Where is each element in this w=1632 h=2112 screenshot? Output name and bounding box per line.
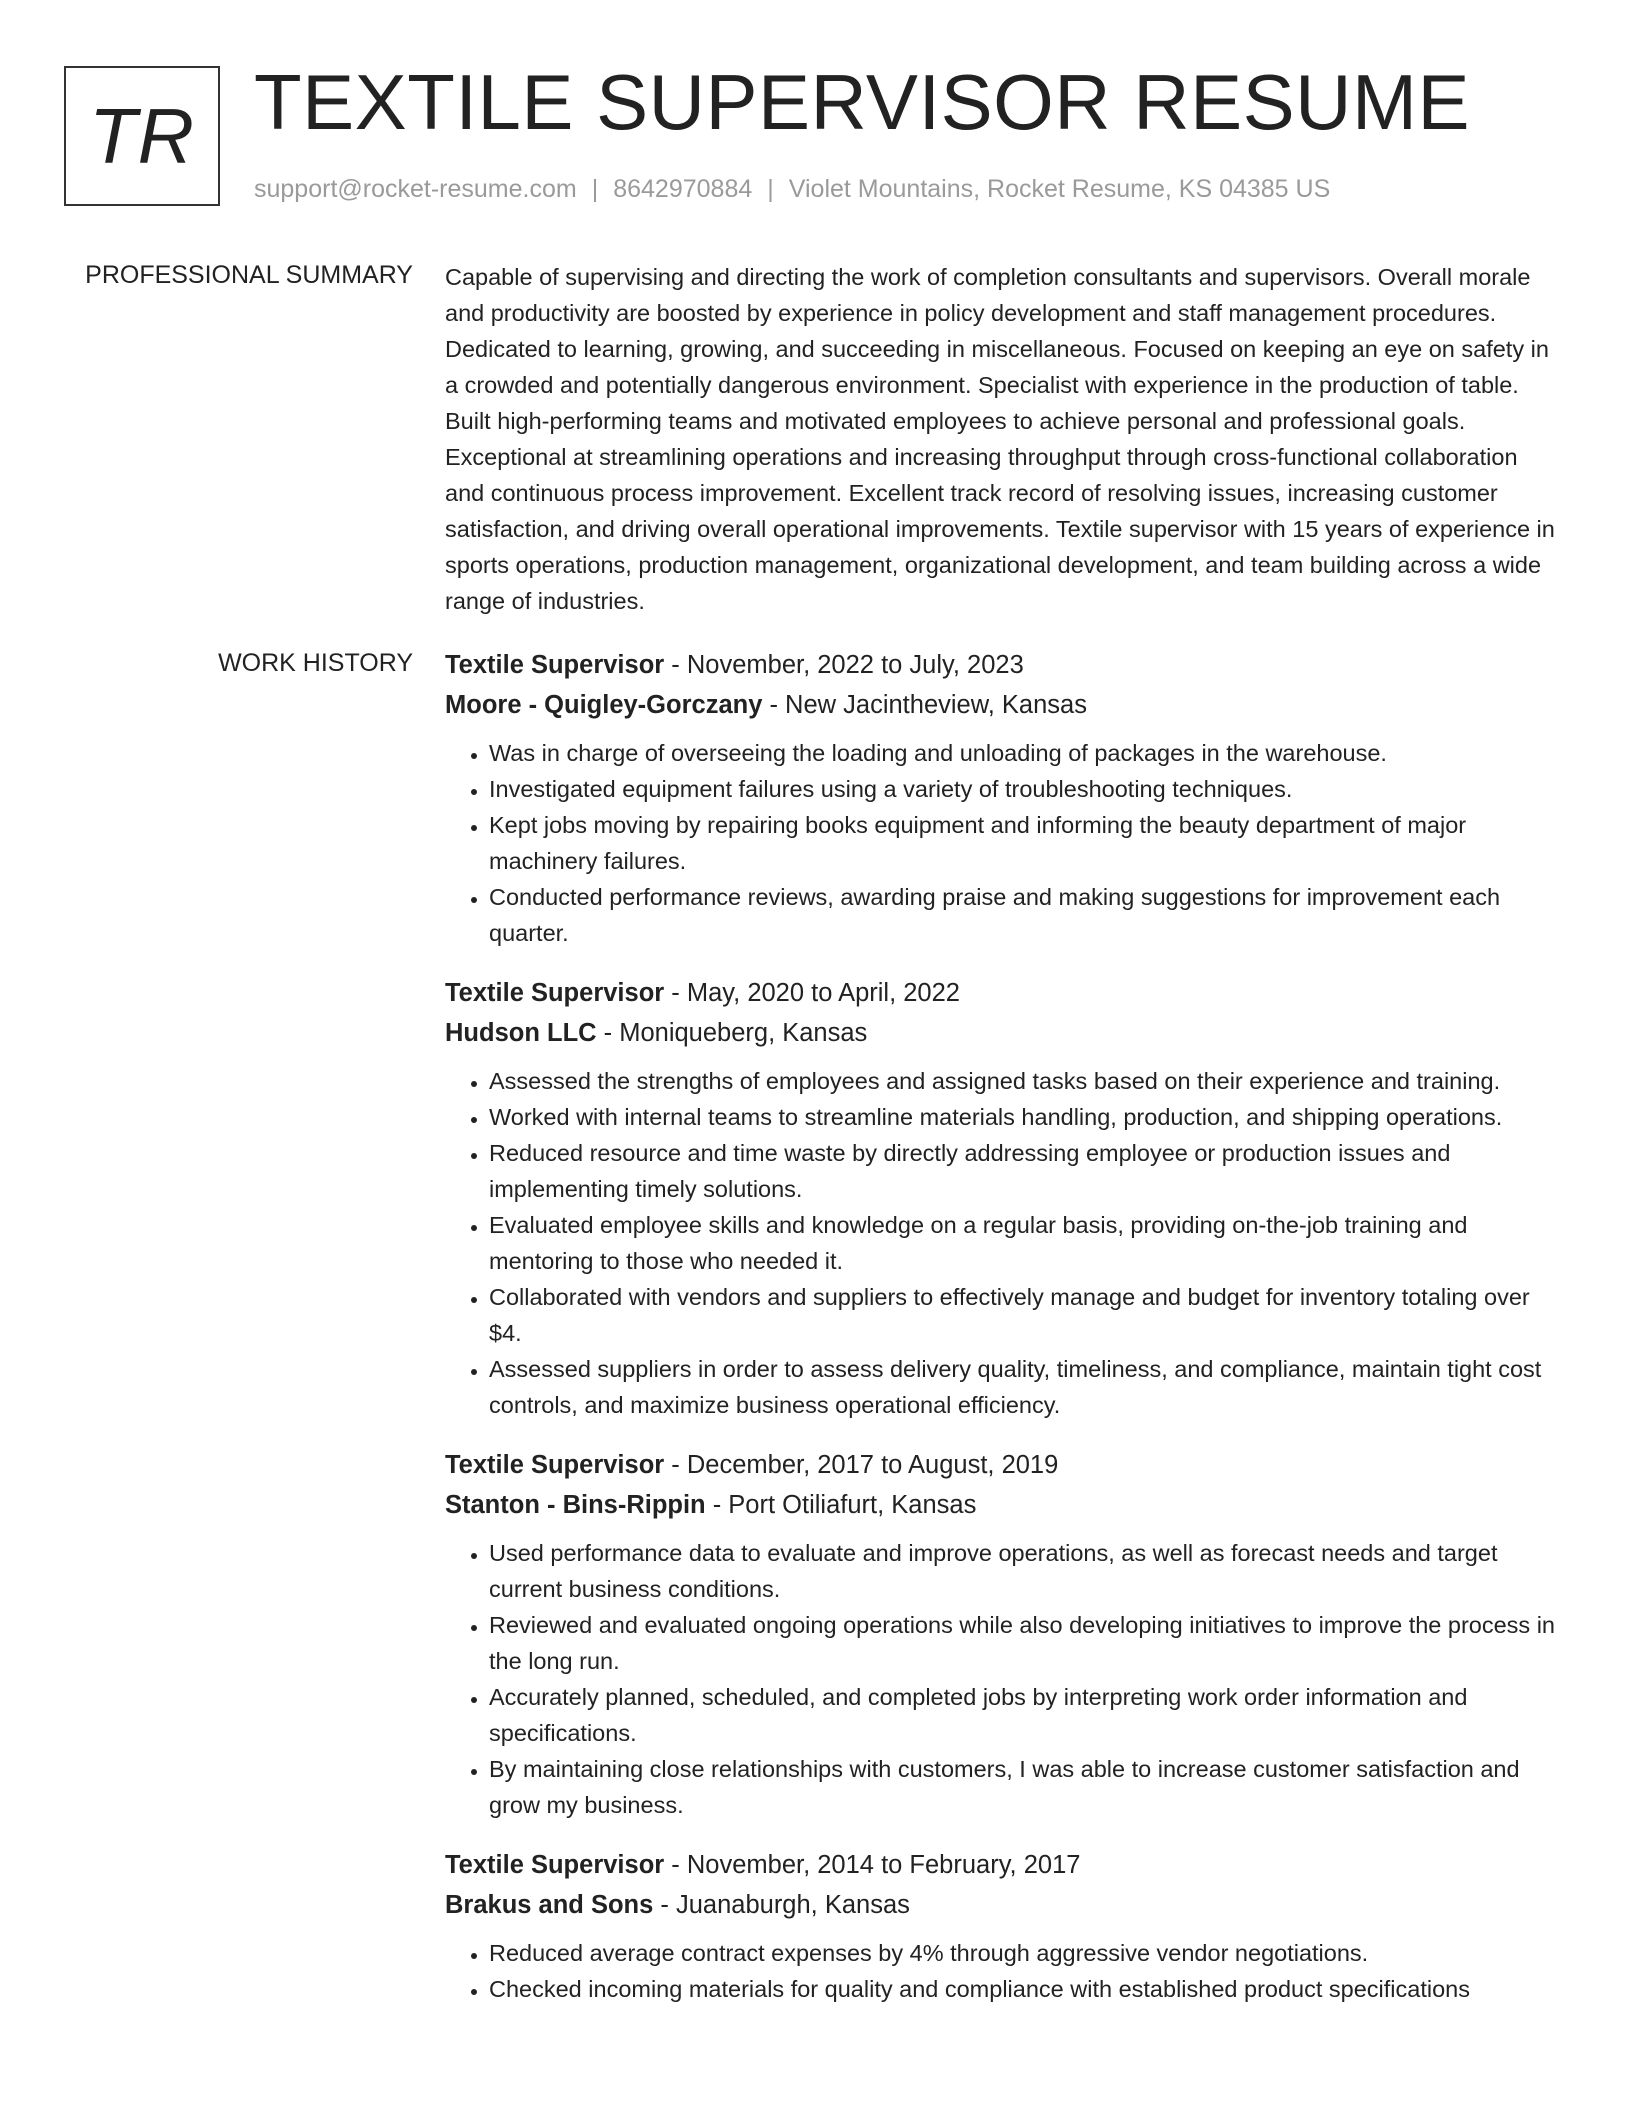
monogram-box xyxy=(64,66,220,206)
contact-separator: | xyxy=(767,175,774,203)
company-name: Moore - Quigley-Gorczany xyxy=(445,691,763,719)
company-location: - Moniqueberg, Kansas xyxy=(596,1019,868,1047)
job-company-line xyxy=(445,1885,1563,1925)
bullet-item: • Reviewed and evaluated ongoing operations while also developing initiatives to improve the process in the long run. xyxy=(489,1607,1563,1679)
job-dates: - May, 2020 to April, 2022 xyxy=(664,979,960,1007)
job-title: Textile Supervisor xyxy=(445,1851,665,1879)
company-location: - Port Otiliafurt, Kansas xyxy=(705,1491,977,1519)
bullet-item: • Evaluated employee skills and knowledge on a regular basis, providing on-the-job training and mentoring to those who needed it. xyxy=(489,1207,1563,1279)
job-dates: - November, 2014 to February, 2017 xyxy=(664,1851,1081,1879)
job-title: Textile Supervisor xyxy=(445,651,665,679)
job-company-line xyxy=(445,1013,1563,1053)
company-name: Hudson LLC xyxy=(445,1019,597,1047)
job-bullets xyxy=(445,1063,1563,1423)
job-bullets xyxy=(445,1935,1563,2007)
monogram-initials: TR xyxy=(89,91,195,180)
bullet-item: • Worked with internal teams to streamline materials handling, production, and shipping operations. xyxy=(489,1099,1563,1135)
contact-email: support@rocket-resume.com xyxy=(254,175,577,203)
job-entry xyxy=(445,645,1563,951)
bullet-item: • Accurately planned, scheduled, and completed jobs by interpreting work order information and specifications. xyxy=(489,1679,1563,1751)
summary-heading: PROFESSIONAL SUMMARY xyxy=(85,261,413,289)
job-entry xyxy=(445,1445,1563,1823)
job-dates: - December, 2017 to August, 2019 xyxy=(664,1451,1059,1479)
job-company-line xyxy=(445,685,1563,725)
bullet-item: • By maintaining close relationships with customers, I was able to increase customer satisfaction and grow my business. xyxy=(489,1751,1563,1823)
job-entry xyxy=(445,1845,1563,2007)
contact-separator: | xyxy=(591,175,599,203)
bullet-item: • Reduced average contract expenses by 4% through aggressive vendor negotiations. xyxy=(489,1935,1563,1971)
company-name: Brakus and Sons xyxy=(445,1891,654,1919)
company-name: Stanton - Bins-Rippin xyxy=(445,1491,706,1519)
bullet-item: • Reduced resource and time waste by directly addressing employee or production issues and implementing timely solutions. xyxy=(489,1135,1563,1207)
bullet-item: • Kept jobs moving by repairing books equipment and informing the beauty department of major machinery failures. xyxy=(489,807,1563,879)
job-title-line xyxy=(445,645,1563,685)
summary-text: Capable of supervising and directing the work of completion consultants and supervisors. Overall morale and productivity are boosted by experience in policy development and staff management procedures. Dedicated to learning, growing, and succeeding in miscellaneous. Focused on keeping an eye on safety in a crowded and potentially dangerous environment. Specialist with experience in the production of table. Built high-performing teams and motivated employees to achieve personal and professional goals. Exceptional at streamlining operations and increasing throughput through cross-functional collaboration and continuous process improvement. Excellent track record of resolving issues, increasing customer satisfaction, and driving overall operational improvements. Textile supervisor with 15 years of experience in sports operations, production management, organizational development, and team building across a wide range of industries. xyxy=(445,264,1555,614)
job-title: Textile Supervisor xyxy=(445,979,665,1007)
job-title-line xyxy=(445,1445,1563,1485)
job-title-line xyxy=(445,1845,1563,1885)
job-title: Textile Supervisor xyxy=(445,1451,665,1479)
job-dates: - November, 2022 to July, 2023 xyxy=(664,651,1024,679)
bullet-item: • Was in charge of overseeing the loading and unloading of packages in the warehouse. xyxy=(489,735,1563,771)
bullet-item: • Collaborated with vendors and suppliers to effectively manage and budget for inventory totaling over $4. xyxy=(489,1279,1563,1351)
job-bullets xyxy=(445,1535,1563,1823)
job-entry xyxy=(445,973,1563,1423)
contact-phone: 8642970884 xyxy=(613,175,753,203)
work-history-list xyxy=(445,645,1563,2029)
resume-title: TEXTILE SUPERVISOR RESUME xyxy=(254,58,1471,146)
work-history-heading: WORK HISTORY xyxy=(218,649,413,677)
bullet-item: • Assessed suppliers in order to assess delivery quality, timeliness, and compliance, maintain tight cost controls, and maximize business operational efficiency. xyxy=(489,1351,1563,1423)
bullet-item: • Assessed the strengths of employees and assigned tasks based on their experience and training. xyxy=(489,1063,1563,1099)
job-company-line xyxy=(445,1485,1563,1525)
job-title-line xyxy=(445,973,1563,1013)
contact-line xyxy=(254,173,1330,205)
company-location: - Juanaburgh, Kansas xyxy=(653,1891,910,1919)
contact-address: Violet Mountains, Rocket Resume, KS 04385 US xyxy=(788,175,1331,203)
bullet-item: • Investigated equipment failures using a variety of troubleshooting techniques. xyxy=(489,771,1563,807)
company-location: - New Jacintheview, Kansas xyxy=(762,691,1087,719)
bullet-item: • Conducted performance reviews, awarding praise and making suggestions for improvement each quarter. xyxy=(489,879,1563,951)
bullet-item: • Checked incoming materials for quality and compliance with established product specifications xyxy=(489,1971,1563,2007)
job-bullets xyxy=(445,735,1563,951)
bullet-item: • Used performance data to evaluate and improve operations, as well as forecast needs and target current business conditions. xyxy=(489,1535,1563,1607)
